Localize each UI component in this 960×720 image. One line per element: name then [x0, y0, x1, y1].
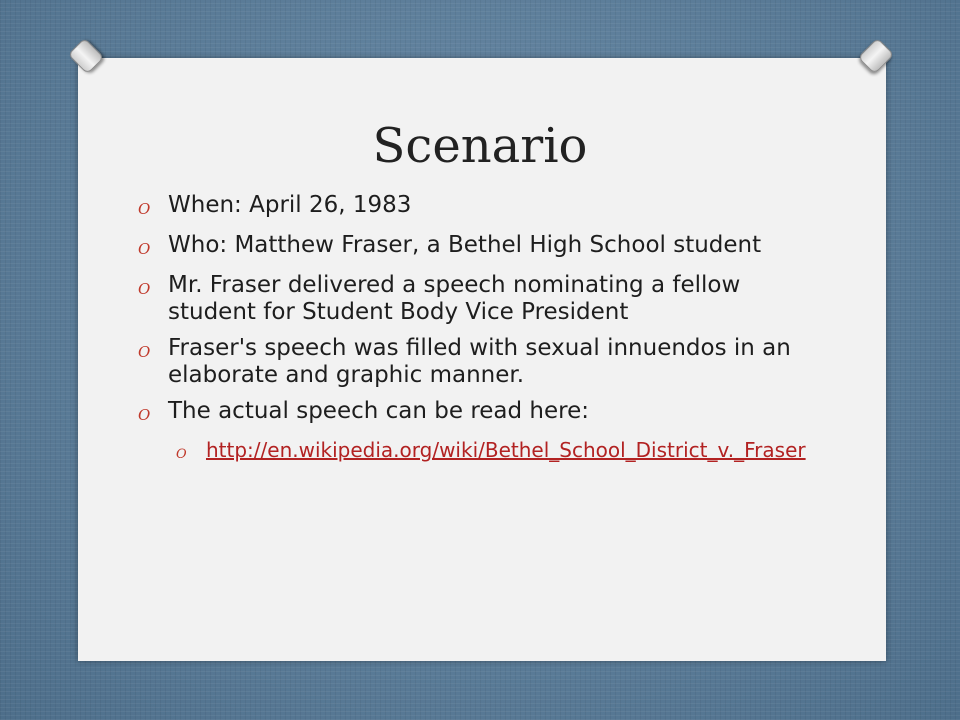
slide-title: Scenario	[372, 118, 588, 174]
bullet-icon: O	[138, 343, 151, 361]
bullet-list	[138, 192, 818, 467]
list-item	[138, 398, 818, 429]
bullet-text: Fraser's speech was filled with sexual innuendos in an elaborate and graphic manner.	[168, 335, 791, 388]
list-item	[138, 335, 818, 389]
list-item	[138, 272, 818, 326]
bullet-text: Mr. Fraser delivered a speech nominating a fellow student for Student Body Vice President	[168, 272, 741, 325]
list-item	[138, 192, 818, 223]
bullet-text: The actual speech can be read here:	[168, 398, 590, 424]
bullet-icon: O	[138, 200, 151, 218]
bullet-text: When: April 26, 1983	[168, 192, 412, 218]
sub-list-item	[176, 438, 818, 467]
list-item	[138, 232, 818, 263]
bullet-icon: O	[138, 240, 151, 258]
bullet-icon: O	[176, 447, 187, 462]
wikipedia-link[interactable]: http://en.wikipedia.org/wiki/Bethel_School_District_v._Fraser	[206, 438, 806, 462]
bullet-icon: O	[138, 280, 151, 298]
bullet-icon: O	[138, 406, 151, 424]
bullet-text: Who: Matthew Fraser, a Bethel High School student	[168, 232, 762, 258]
